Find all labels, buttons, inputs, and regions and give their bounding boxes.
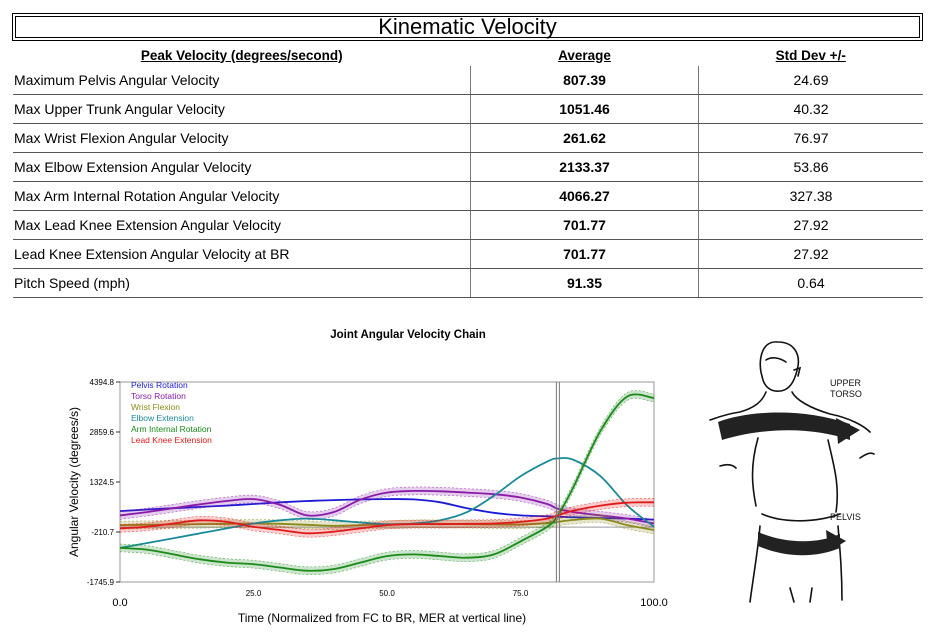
row-average: 4066.27 — [471, 182, 699, 211]
y-tick-label: -210.7 — [91, 527, 114, 537]
row-name: Pitch Speed (mph) — [13, 269, 471, 298]
row-std-dev: 27.92 — [699, 240, 924, 269]
row-std-dev: 27.92 — [699, 211, 924, 240]
column-header-std-dev: Std Dev +/- — [775, 47, 846, 63]
row-name: Max Wrist Flexion Angular Velocity — [13, 124, 471, 153]
x-tick-label: 25.0 — [245, 589, 262, 598]
row-std-dev: 76.97 — [699, 124, 924, 153]
row-name: Max Elbow Extension Angular Velocity — [13, 153, 471, 182]
row-std-dev: 40.32 — [699, 95, 924, 124]
row-average: 2133.37 — [471, 153, 699, 182]
row-name: Max Lead Knee Extension Angular Velocity — [13, 211, 471, 240]
series-band-edge — [120, 391, 654, 567]
row-name: Lead Knee Extension Angular Velocity at BR — [13, 240, 471, 269]
x-axis-label: Time (Normalized from FC to BR, MER at vertical line) — [237, 611, 527, 625]
figure-label-upper: UPPER — [830, 378, 862, 388]
legend-entry: Torso Rotation — [131, 391, 186, 401]
row-average: 261.62 — [471, 124, 699, 153]
series-band — [120, 391, 654, 575]
row-average: 91.35 — [471, 269, 699, 298]
table-row — [13, 153, 923, 182]
row-std-dev: 0.64 — [699, 269, 924, 298]
table-row — [13, 182, 923, 211]
row-average: 1051.46 — [471, 95, 699, 124]
table-row — [13, 95, 923, 124]
table-row — [13, 240, 923, 269]
row-std-dev: 327.38 — [699, 182, 924, 211]
legend-entry: Pelvis Rotation — [131, 380, 188, 390]
row-average: 807.39 — [471, 66, 699, 95]
legend-entry: Lead Knee Extension — [131, 435, 212, 445]
figure-label-torso: TORSO — [830, 389, 862, 399]
row-std-dev: 24.69 — [699, 66, 924, 95]
figure-label-pelvis: PELVIS — [830, 512, 861, 522]
x-tick-label: 100.0 — [640, 597, 668, 609]
y-axis-label: Angular Velocity (degrees/s) — [67, 406, 81, 558]
legend-entry: Wrist Flexion — [131, 402, 180, 412]
row-name: Max Upper Trunk Angular Velocity — [13, 95, 471, 124]
page-title: Kinematic Velocity — [12, 13, 923, 41]
y-tick-label: 1324.5 — [89, 477, 114, 487]
table-row — [13, 66, 923, 95]
y-tick-label: 4394.8 — [89, 378, 114, 387]
chart-title: Joint Angular Velocity Chain — [330, 329, 486, 341]
row-average: 701.77 — [471, 211, 699, 240]
kinematic-velocity-table — [13, 44, 923, 298]
table-row — [13, 211, 923, 240]
x-tick-label: 0.0 — [112, 597, 128, 609]
legend-entry: Arm Internal Rotation — [131, 424, 212, 434]
y-tick-label: -1745.9 — [86, 578, 114, 587]
pitcher-torso-illustration — [700, 336, 880, 606]
table-row — [13, 124, 923, 153]
row-name: Max Arm Internal Rotation Angular Velocity — [13, 182, 471, 211]
x-tick-label: 75.0 — [512, 589, 529, 598]
legend-entry: Elbow Extension — [131, 413, 194, 423]
table-header-row — [13, 44, 923, 66]
column-header-average: Average — [558, 47, 611, 63]
row-average: 701.77 — [471, 240, 699, 269]
joint-angular-velocity-chart — [0, 340, 690, 639]
table-row — [13, 269, 923, 298]
y-tick-label: 2859.6 — [89, 428, 114, 438]
row-std-dev: 53.86 — [699, 153, 924, 182]
row-name: Maximum Pelvis Angular Velocity — [13, 66, 471, 95]
column-header-peak-velocity: Peak Velocity (degrees/second) — [140, 47, 343, 63]
plot-area — [120, 382, 654, 582]
x-tick-label: 50.0 — [379, 589, 395, 598]
